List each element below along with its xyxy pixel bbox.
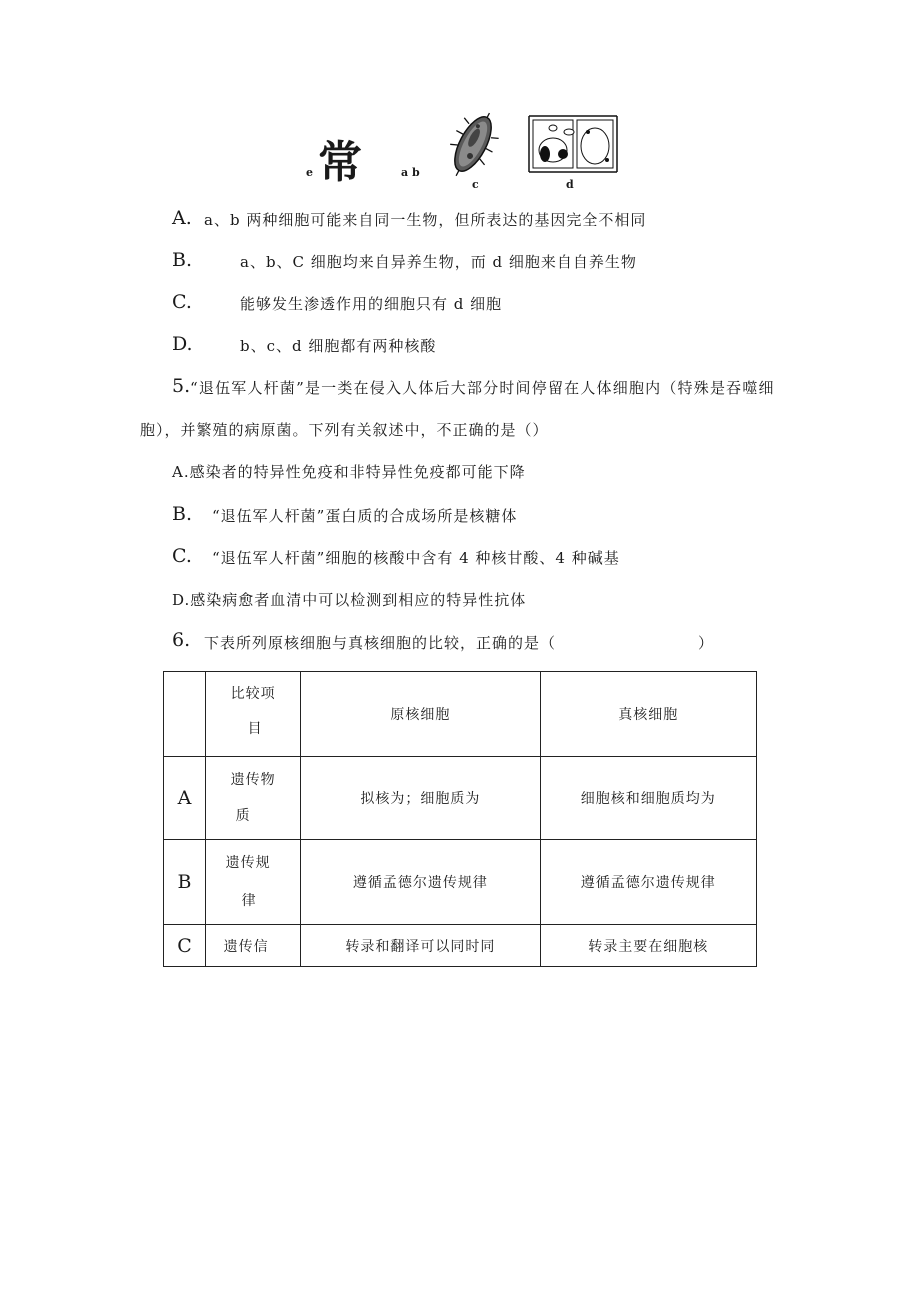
- table-row-c-prokaryote: 转录和翻译可以同时同: [301, 925, 540, 967]
- table-row-a-item-line2: 质: [235, 808, 251, 824]
- comparison-table: [163, 671, 757, 967]
- figure-label-d: d: [566, 178, 574, 191]
- table-row-b-item-line2: 律: [241, 893, 257, 909]
- q4-option-a-text: a、b 两种细胞可能来自同一生物，但所表达的基因完全不相同: [204, 211, 647, 229]
- table-row-label-a: A: [164, 757, 206, 840]
- table-header-eukaryote: 真核细胞: [540, 672, 756, 757]
- plant-cell-illustration: [523, 110, 623, 178]
- table-row: [164, 840, 757, 925]
- figure-label-c: c: [472, 178, 479, 191]
- table-row-b-prokaryote: 遵循孟德尔遗传规律: [301, 840, 540, 925]
- q5-option-d: D.感染病愈者血清中可以检测到相应的特异性抗体: [172, 591, 527, 609]
- q5-number: 5.: [172, 375, 191, 397]
- q4-option-b-text: a、b、C 细胞均来自异养生物，而 d 细胞来自自养生物: [240, 253, 637, 271]
- figure-label-e: e: [306, 166, 313, 179]
- table-header-prokaryote: 原核细胞: [301, 672, 540, 757]
- q4-option-d-text: b、c、d 细胞都有两种核酸: [240, 337, 437, 355]
- q5-option-b-text: “退伍军人杆菌”蛋白质的合成场所是核糖体: [212, 507, 518, 525]
- q4-option-c-text: 能够发生渗透作用的细胞只有 d 细胞: [240, 295, 503, 313]
- figure-label-ab: a b: [401, 166, 420, 179]
- table-row-b-eukaryote: 遵循孟德尔遗传规律: [540, 840, 756, 925]
- table-row-b-item-line1: 遗传规: [225, 855, 271, 871]
- table-row-b-item: [206, 840, 301, 925]
- table-row-c-item-line1: 遗传信: [223, 938, 269, 955]
- q4-option-a-letter: A.: [172, 207, 192, 229]
- q4-option-c-letter: C.: [172, 291, 192, 313]
- table-header-item-line1: 比较项: [230, 686, 276, 702]
- table-row-a-item: [206, 757, 301, 840]
- q5-option-c-letter: C.: [172, 545, 192, 567]
- q6-close-paren: ）: [698, 634, 715, 652]
- table-row-label-c: C: [164, 925, 206, 967]
- table-row: [164, 757, 757, 840]
- figure-big-character: 常: [318, 137, 362, 188]
- q4-option-d-letter: D.: [172, 333, 193, 355]
- q6-stem: 下表所列原核细胞与真核细胞的比较，正确的是（: [204, 634, 557, 652]
- bacterium-illustration: [443, 108, 503, 184]
- q6-number: 6.: [172, 629, 191, 651]
- table-header-item: [206, 672, 301, 757]
- q4-option-b-letter: B.: [172, 249, 193, 271]
- table-row-a-eukaryote: 细胞核和细胞质均为: [540, 757, 756, 840]
- table-header-row: [164, 672, 757, 757]
- table-row-a-prokaryote: 拟核为；细胞质为: [301, 757, 540, 840]
- table-corner-cell: [164, 672, 206, 757]
- table-row-label-b: B: [164, 840, 206, 925]
- q5-stem-line1: “退伍军人杆菌”是一类在侵入人体后大部分时间停留在人体细胞内（特殊是吞噬细: [190, 379, 775, 397]
- q5-option-c-text: “退伍军人杆菌”细胞的核酸中含有 4 种核甘酸、4 种碱基: [212, 549, 620, 567]
- q5-option-a: A.感染者的特异性免疫和非特异性免疫都可能下降: [172, 463, 526, 481]
- table-row-a-item-line1: 遗传物: [230, 772, 276, 788]
- table-row-c-item: [206, 925, 301, 967]
- table-row-c-eukaryote: 转录主要在细胞核: [540, 925, 756, 967]
- q5-option-b-letter: B.: [172, 503, 193, 525]
- table-row: [164, 925, 757, 967]
- table-header-item-line2: 目: [247, 721, 263, 737]
- q5-stem-line2: 胞），并繁殖的病原菌。下列有关叙述中，不正确的是（）: [140, 421, 549, 439]
